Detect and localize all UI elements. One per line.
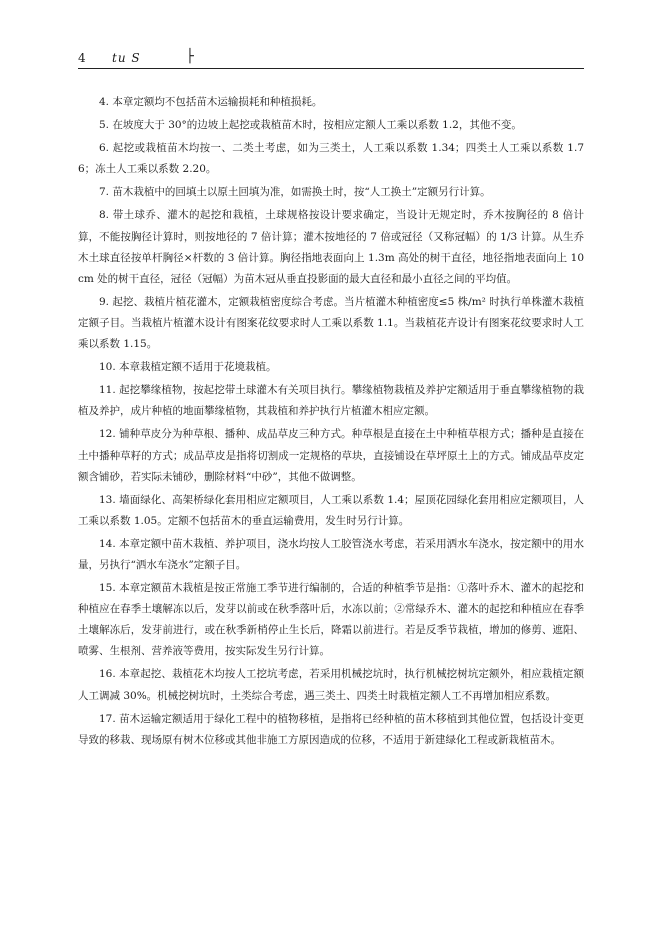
header-mark: ├ bbox=[186, 49, 194, 64]
paragraph-8: 8. 带土球乔、灌木的起挖和栽植，土球规格按设计要求确定，当设计无规定时，乔木按胸径的 8 倍计算，不能按胸径计算时，则按地径的 7 倍计算；灌木按地径的 7 倍或冠径（又称冠幅）的 1/3 计算。从生乔木土球直径按单杆胸径×杆数的 3 倍计算。胸径指地表面向上 1.3m 高处的树干直径，地径指地表面向上 10cm 处的树干直径，冠径（冠幅）为苗木冠从垂直投影面的最大直径和最小直径之间的平均值。 bbox=[78, 209, 584, 285]
paragraph-16: 16. 本章起挖、栽植花木均按人工挖坑考虑，若采用机械挖坑时，执行机械挖树坑定额外，相应栽植定额人工调减 30%。机械挖树坑时，土类综合考虑，遇三类土、四类土时栽植定额人工不再增加相应系数。 bbox=[78, 668, 584, 702]
page-number: 4 bbox=[78, 51, 86, 65]
paragraph-5: 5. 在坡度大于 30°的边坡上起挖或栽植苗木时，按相应定额人工乘以系数 1.2，其他不变。 bbox=[99, 119, 522, 132]
running-title: tu S bbox=[112, 51, 141, 65]
paragraph-12: 12. 铺种草皮分为种草根、播种、成品草皮三种方式。种草根是直接在土中种植草根方式；播种是直接在土中播种草籽的方式；成品草皮是指将切割成一定规格的草块，直接铺设在草坪原土上的方式。铺成品草皮定额含铺砂，若实际未铺砂，删除材料“中砂”，其他不做调整。 bbox=[78, 428, 584, 483]
paragraph-10: 10. 本章栽植定额不适用于花境栽植。 bbox=[99, 361, 277, 374]
paragraph-9: 9. 起挖、栽植片植花灌木，定额栽植密度综合考虑。当片植灌木种植密度≤5 株/m² 时执行单株灌木栽植定额子目。当栽植片植灌木设计有图案花纹要求时人工乘以系数 1.1。当栽植花卉设计有图案花纹要求时人工乘以系数 1.15。 bbox=[78, 295, 584, 351]
page-header bbox=[78, 50, 584, 69]
paragraph-4: 4. 本章定额均不包括苗木运输损耗和种植损耗。 bbox=[99, 96, 323, 108]
paragraph-11: 11. 起挖攀缘植物，按起挖带土球灌木有关项目执行。攀缘植物栽植及养护定额适用于垂直攀缘植物的栽植及养护，成片种植的地面攀缘植物，其栽植和养护执行片植灌木相应定额。 bbox=[78, 384, 584, 418]
paragraph-7: 7. 苗木栽植中的回填土以原土回填为准，如需换土时，按“人工换土”定额另行计算。 bbox=[99, 186, 491, 199]
body-text bbox=[78, 92, 584, 753]
paragraph-13: 13. 墙面绿化、高架桥绿化套用相应定额项目，人工乘以系数 1.4；屋顶花园绿化套用相应定额项目，人工乘以系数 1.05。定额不包括苗木的垂直运输费用，发生时另行计算。 bbox=[78, 493, 584, 527]
paragraph-14: 14. 本章定额中苗木栽植、养护项目，浇水均按人工胶管浇水考虑，若采用洒水车浇水，按定额中的用水量，另执行“洒水车浇水”定额子目。 bbox=[78, 537, 584, 571]
paragraph-15: 15. 本章定额苗木栽植是按正常施工季节进行编制的，合适的种植季节是指：①落叶乔木、灌木的起挖和种植应在春季土壤解冻以后，发芽以前或在秋季落叶后，水冻以前；②常绿乔木、灌木的起挖和种植应在春季土壤解冻后，发芽前进行，或在秋季新梢停止生长后，降霜以前进行。若是反季节栽植，增加的修剪、遮阳、喷雾、生根剂、营养液等费用，按实际发生另行计算。 bbox=[78, 582, 584, 658]
paragraph-6: 6. 起挖或栽植苗木均按一、二类土考虑，如为三类土，人工乘以系数 1.34；四类土人工乘以系数 1.76；冻土人工乘以系数 2.20。 bbox=[78, 142, 584, 176]
paragraph-17: 17. 苗木运输定额适用于绿化工程中的植物移植，是指将已经种植的苗木移植到其他位置，包括设计变更导致的移栽、现场原有树木位移或其他非施工方原因造成的位移，不适用于新建绿化工程或新栽植苗木。 bbox=[78, 712, 584, 746]
